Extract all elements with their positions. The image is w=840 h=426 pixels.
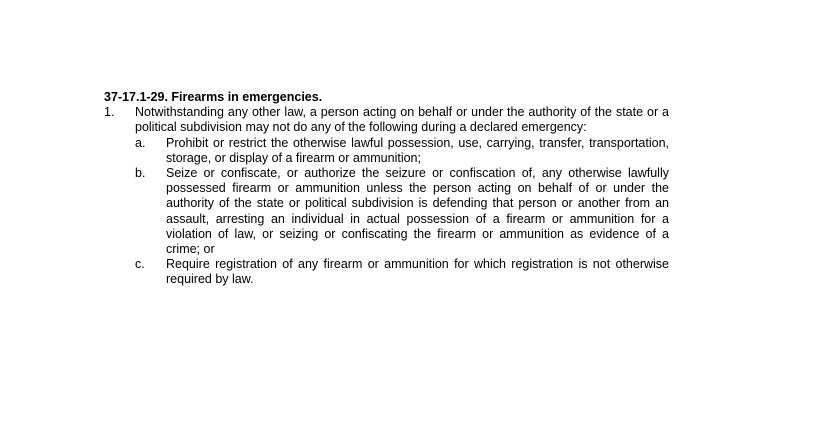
subitem-text: Seize or confiscate, or authorize the seizure or confiscation of, any otherwise lawfully possessed firearm or ammunition unless the person acting on behalf of or under the authority of the state or political subdivision is defending that person or another from an assault, arresting an individual in actual possession of a firearm or ammunition for a violation of law, or seizing or confiscating the firearm or ammunition as evidence of a crime; or — [166, 166, 669, 257]
subitem-b — [135, 166, 669, 257]
subitem-text: Require registration of any firearm or ammunition for which registration is not otherwise required by law. — [166, 257, 669, 287]
subitem-letter: c. — [135, 257, 145, 272]
subitem-letter: b. — [135, 166, 146, 181]
subitem-c — [135, 257, 669, 287]
item-number: 1. — [104, 105, 115, 120]
subitem-letter: a. — [135, 135, 146, 150]
document-body — [104, 90, 669, 288]
list-item-1 — [104, 105, 669, 287]
subitem-a — [135, 136, 669, 166]
subitem-text: Prohibit or restrict the otherwise lawful possession, use, carrying, transfer, transportation, storage, or display of a firearm or ammunition; — [166, 135, 669, 165]
item-body — [135, 105, 669, 287]
item-intro-text: Notwithstanding any other law, a person acting on behalf or under the authority of the state or a political subdivision may not do any of the following during a declared emergency: — [135, 105, 669, 135]
section-heading: 37-17.1-29. Firearms in emergencies. — [104, 90, 323, 104]
